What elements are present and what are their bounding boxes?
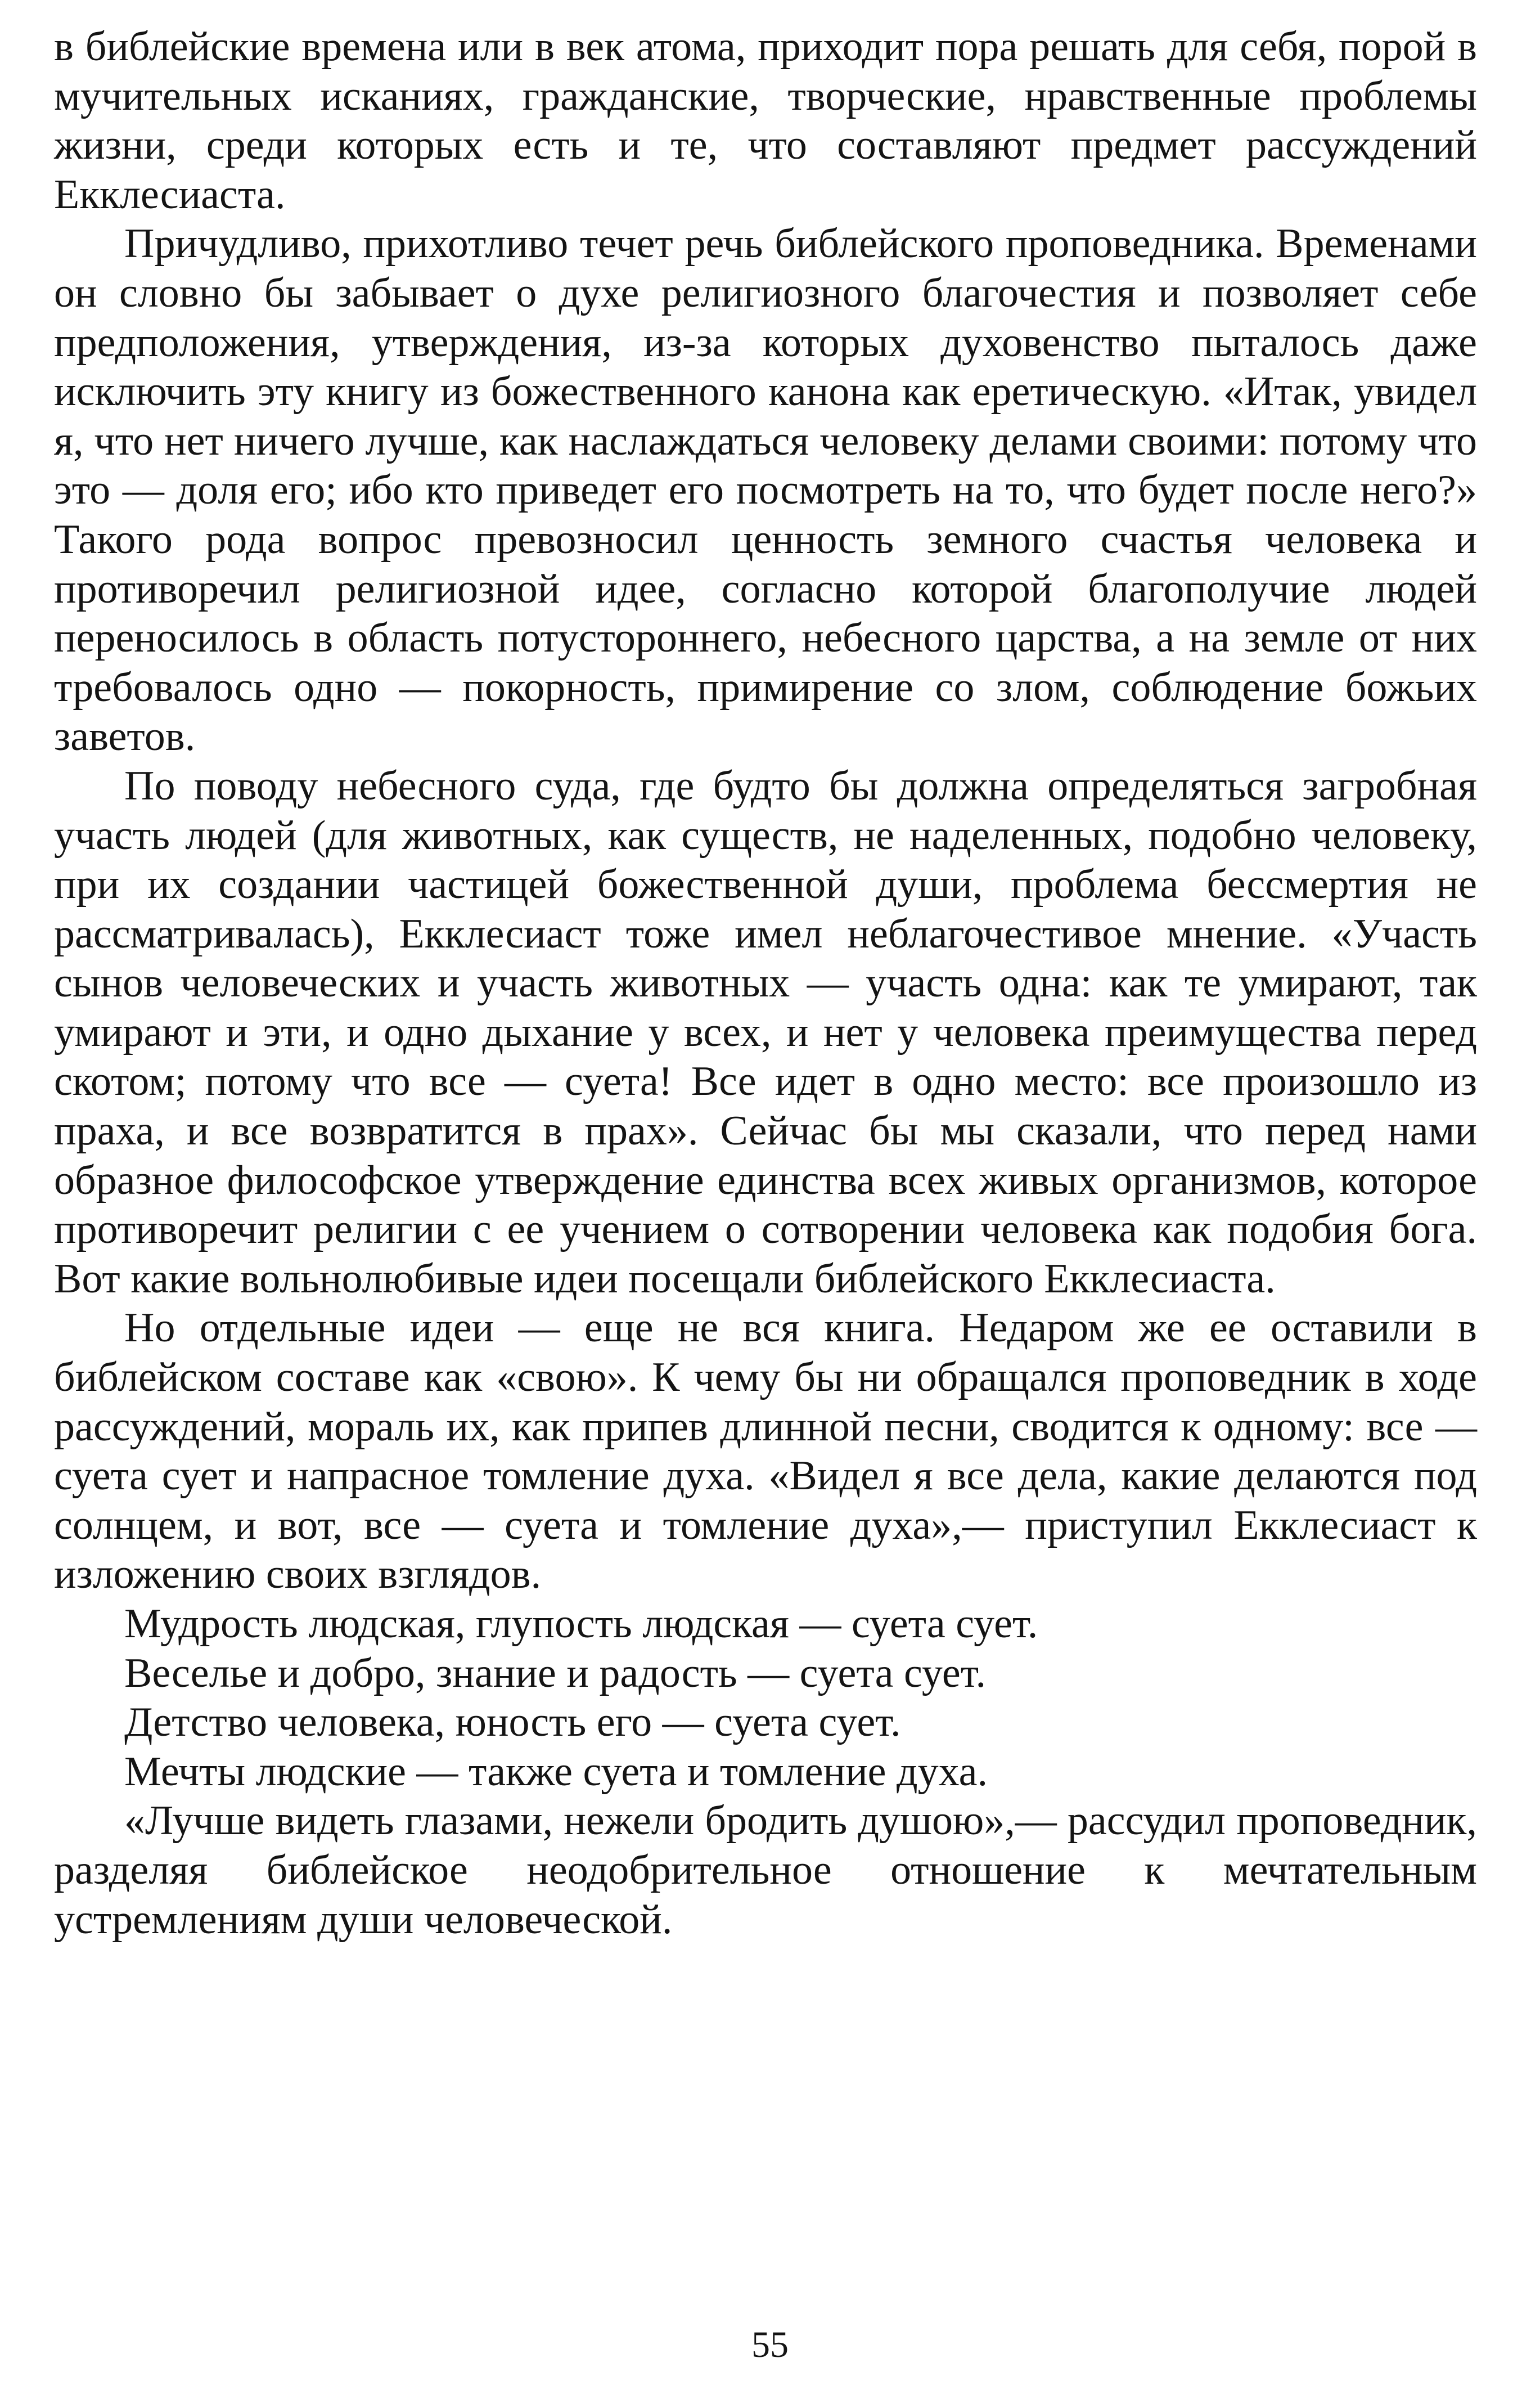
paragraph: Но отдельные идеи — еще не вся книга. Недаром же ее оставили в библейском составе как «свою». К чему бы ни обращался проповедник в ходе рассуждений, мораль их, как припев длинной песни, сводится к одному: все — суета сует и напрасное томление духа. «Видел я все дела, какие делаются под солнцем, и вот, все — суета и томление духа»,— приступил Екклесиаст к изложению своих взглядов. [54,1305,1477,1598]
body-text [54,23,1477,1944]
verse-line: Мечты людские — также суета и томление духа. [124,1748,988,1795]
verse-line: Мудрость людская, глупость людская — суета сует. [124,1601,1038,1647]
page-number: 55 [751,2324,789,2365]
verse-line: Веселье и добро, знание и радость — суета сует. [124,1650,986,1696]
paragraph: «Лучше видеть глазами, нежели бродить душою»,— рассудил проповедник, разделяя библейское неодобрительное отношение к мечтательным устремлениям души человеческой. [54,1798,1477,1943]
verse-line: Детство человека, юность его — суета сует. [124,1699,901,1746]
paragraph-continuation: в библейские времена или в век атома, приходит пора решать для себя, порой в мучительных исканиях, гражданские, творческие, нравственные проблемы жизни, среди которых есть и те, что составляют предмет рассуждений Екклесиаста. [54,24,1477,218]
paragraph: Причудливо, прихотливо течет речь библейского проповедника. Временами он словно бы забывает о духе религиозного благочестия и позволяет себе предположения, утверждения, из-за которых духовенство пыталось даже исключить эту книгу из божественного канона как еретическую. «Итак, увидел я, что нет ничего лучше, как наслаждаться человеку делами своими: потому что это — доля его; ибо кто приведет его посмотреть на то, что будет после него?» Такого рода вопрос превозносил ценность земного счастья человека и противоречил религиозной идее, согласно которой благополучие людей переносилось в область потустороннего, небесного царства, а на земле от них требовалось одно — покорность, примирение со злом, соблюдение божьих заветов. [54,221,1477,760]
paragraph: По поводу небесного суда, где будто бы должна определяться загробная участь людей (для животных, как существ, не наделенных, подобно человеку, при их создании частицей божественной души, проблема бессмертия не рассматривалась), Екклесиаст тоже имел неблагочестивое мнение. «Участь сынов человеческих и участь животных — участь одна: как те умирают, так умирают и эти, и одно дыхание у всех, и нет у человека преимущества перед скотом; потому что все — суета! Все идет в одно место: все произошло из праха, и все возвратится в прах». Сейчас бы мы сказали, что перед нами образное философское утверждение единства всех живых организмов, которое противоречит религии с ее учением о сотворении человека как подобия бога. Вот какие вольнолюбивые идеи посещали библейского Екклесиаста. [54,762,1477,1302]
